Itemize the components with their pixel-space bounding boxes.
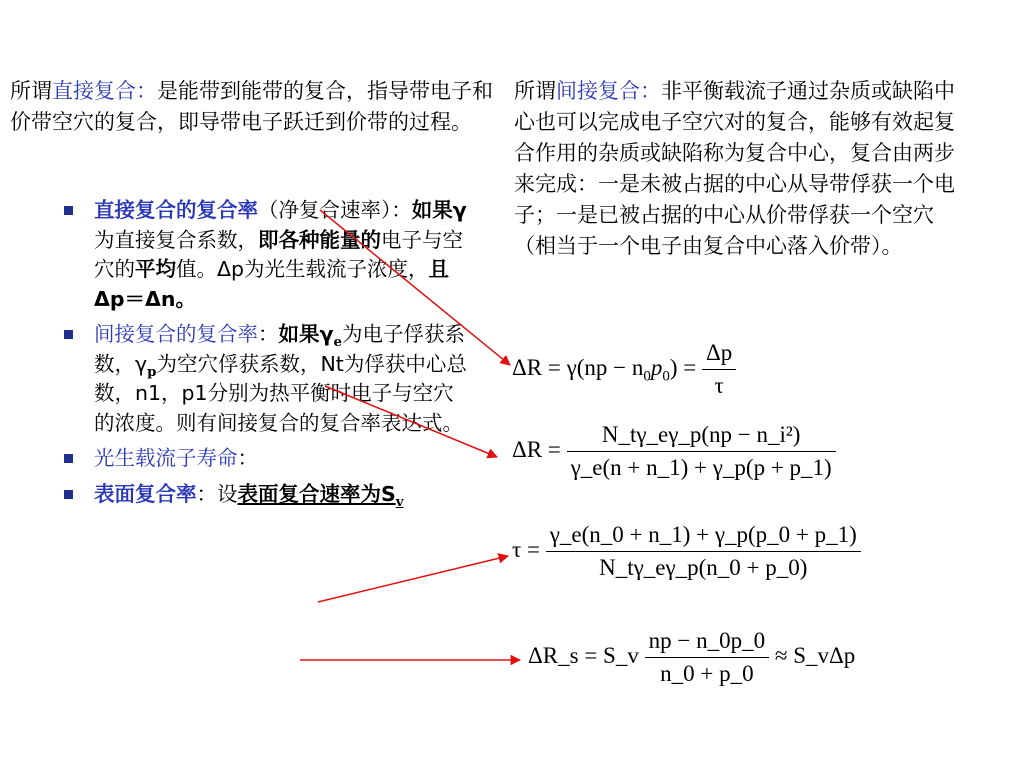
b4-t2: ：设 bbox=[196, 481, 238, 506]
b1-t4: 为直接复合系数， bbox=[94, 227, 258, 252]
b1-t7: 平均 bbox=[135, 257, 176, 281]
intro-prefix: 所谓 bbox=[10, 79, 52, 103]
f1-fraction bbox=[702, 340, 736, 399]
f3-den: N_tγ_eγ_p(n_0 + p_0) bbox=[599, 555, 808, 580]
b2-t3: 如果γ bbox=[278, 322, 334, 346]
formula-indirect-rate bbox=[512, 422, 836, 481]
b3-t2: ： bbox=[237, 446, 258, 470]
b4-t3: 表面复合速率为S bbox=[237, 481, 396, 506]
f1-sub0: 0 bbox=[643, 368, 651, 385]
arrow-lifetime bbox=[318, 556, 508, 602]
f3-num: γ_e(n_0 + n_1) + γ_p(p_0 + p_1) bbox=[546, 522, 861, 552]
b2-t2: ： bbox=[258, 322, 279, 346]
f1-left: ΔR = γ(np − n bbox=[512, 354, 644, 380]
b2-t4sub: p bbox=[147, 363, 157, 380]
b2-t6: ，Nt为俘获中心总数，n1，p1 bbox=[94, 351, 467, 405]
f4-fraction bbox=[645, 628, 769, 687]
b1-term: 直接复合的复合率 bbox=[94, 198, 258, 222]
right-text: 非平衡载流子通过杂质或缺陷中心也可以完成电子空穴对的复合，能够有效起复合作用的杂质或缺陷称为复合中心，复合由两步来完成：一是未被占据的中心从导带俘获一个电子；一是已被占据的中心从价带俘获一个空穴（相当于一个电子由复合中心落入价带）。 bbox=[514, 79, 955, 258]
f1-num: Δp bbox=[702, 340, 736, 370]
formula-lifetime bbox=[512, 522, 861, 581]
b4-t3sub: v bbox=[395, 493, 404, 510]
f1-den: τ bbox=[714, 373, 724, 398]
b4-term: 表面复合率 bbox=[94, 481, 197, 506]
f4-lhs: ΔR_s = S_v bbox=[528, 642, 639, 668]
f4-num: np − n_0p_0 bbox=[645, 628, 769, 658]
arrow-direct-rate bbox=[320, 210, 510, 365]
f1-mid: p bbox=[650, 354, 663, 380]
b2-t8: 的浓度。则有间接复合的复合率表达式。 bbox=[94, 410, 463, 435]
f2-den: γ_e(n + n_1) + γ_p(p + p_1) bbox=[570, 455, 832, 480]
right-prefix: 所谓 bbox=[514, 79, 556, 103]
f2-lhs: ΔR = bbox=[512, 436, 561, 462]
f2-num: N_tγ_eγ_p(np − n_i²) bbox=[567, 422, 836, 452]
f3-lhs: τ = bbox=[512, 536, 540, 562]
f1-right: ) = bbox=[669, 354, 697, 380]
b1-t6: 电子与空穴的 bbox=[94, 227, 463, 281]
arrow-indirect-rate bbox=[325, 386, 497, 457]
f4-den: n_0 + p_0 bbox=[660, 661, 754, 686]
b2-t7: 分别为热平衡时电子与空穴 bbox=[207, 381, 454, 405]
formula-direct-rate bbox=[512, 340, 736, 399]
b1-t3: 如果γ bbox=[411, 198, 467, 222]
f3-fraction bbox=[546, 522, 861, 581]
intro-term: 直接复合： bbox=[52, 79, 157, 103]
b1-t5: 即各种能量的 bbox=[258, 227, 381, 252]
right-term: 间接复合： bbox=[556, 79, 661, 103]
f4-rhs: ≈ S_vΔp bbox=[774, 642, 856, 668]
formula-surface-rate bbox=[528, 628, 855, 687]
b1-t2: （净复合速率）： bbox=[258, 198, 412, 222]
b2-t3sub: e bbox=[333, 334, 342, 351]
intro-text: 是能带到能带的复合，指导带电子和价带空穴的复合，即导带电子跃迁到价带的过程。 bbox=[10, 79, 493, 134]
f1-sub1: 0 bbox=[662, 368, 670, 385]
f2-fraction bbox=[567, 422, 836, 481]
b3-term: 光生载流子寿命 bbox=[94, 446, 238, 470]
b2-t4: 为电子俘获系数，γ bbox=[94, 322, 465, 376]
b1-t8: 值。Δp为光生载流子浓度， bbox=[176, 257, 429, 281]
b2-term: 间接复合的复合率 bbox=[94, 322, 258, 346]
b1-t9: 且 Δp＝Δn。 bbox=[94, 257, 450, 311]
b2-t5: 为空穴俘获系数 bbox=[156, 351, 300, 376]
